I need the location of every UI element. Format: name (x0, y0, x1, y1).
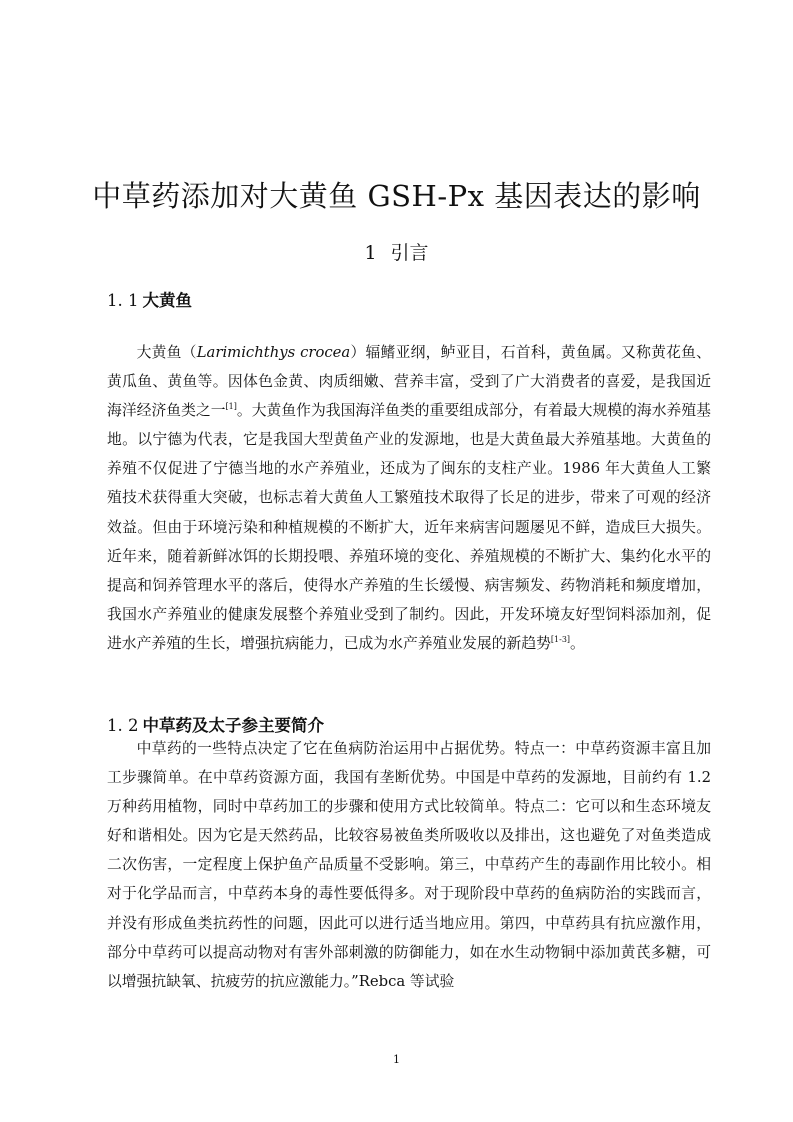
subsection-heading-1 (107, 289, 192, 313)
section-title: 引言 (390, 242, 429, 264)
paragraph-text: 。 (570, 634, 585, 652)
citation: [1] (225, 402, 237, 412)
section-heading (0, 240, 793, 266)
page-number: 1 (393, 1053, 400, 1066)
subsection-title: 大黄鱼 (142, 291, 192, 310)
subsection-title: 中草药及太子参主要简介 (142, 716, 324, 735)
latin-name: Larimichthys crocea (196, 344, 351, 361)
paragraph-text: 大黄鱼（ (136, 344, 197, 361)
paragraph-1 (107, 338, 711, 658)
document-title: 中草药添加对大黄鱼 GSH-Px 基因表达的影响 (92, 179, 701, 213)
subsection-number: 1. 1 (107, 291, 139, 310)
section-number: 1 (364, 242, 377, 264)
subsection-number: 1. 2 (107, 716, 139, 735)
paragraph-text: 。大黄鱼作为我国海洋鱼类的重要组成部分，有着最大规模的海水养殖基地。以宁德为代表，它是我国大型黄鱼产业的发源地，也是大黄鱼最大养殖基地。大黄鱼的养殖不仅促进了宁德当地的水产养殖业，还成为了闽东的支柱产业。1986 年大黄鱼人工繁殖技术获得重大突破，也标志着大黄鱼人工繁殖技术取得了长足的进步，带来了可观的经济效益。但由于环境污染和种植规模的不断扩大，近年来病害问题屡见不鲜，造成巨大损失。近年来，随着新鲜冰饵的长期投喂、养殖环境的变化、养殖规模的不断扩大、集约化水平的提高和饲养管理水平的落后，使得水产养殖的生长缓慢、病害频发、药物消耗和频度增加，我国水产养殖业的健康发展整个养殖业受到了制约。因此，开发环境友好型饲料添加剂，促进水产养殖的生长，增强抗病能力，已成为水产养殖业发展的新趋势 (107, 402, 711, 652)
citation: [1-3] (550, 634, 571, 644)
paragraph-text: ）辐鳍亚纲，鲈亚目，石首科，黄鱼属。又称黄花鱼、黄瓜鱼、黄鱼等。因体色金黄、肉质细嫩、营养丰富，受到了广大消费者的喜爱，是我国近海洋经济鱼类之一 (107, 344, 711, 420)
paragraph-2: 中草药的一些特点决定了它在鱼病防治运用中占据优势。特点一：中草药资源丰富且加工步骤简单。在中草药资源方面，我国有垄断优势。中国是中草药的发源地，目前约有 1.2 万种药用植物，同时中草药加工的步骤和使用方式比较简单。特点二：它可以和生态环境友好和谐相处。因为它是天然药品，比较容易被鱼类所吸收以及排出，这也避免了对鱼类造成二次伤害，一定程度上保护鱼产品质量不受影响。第三，中草药产生的毒副作用比较小。相对于化学品而言，中草药本身的毒性要低得多。对于现阶段中草药的鱼病防治的实践而言，并没有形成鱼类抗药性的问题，因此可以进行适当地应用。第四，中草药具有抗应激作用，部分中草药可以提高动物对有害外部刺激的防御能力，如在水生动物铜中添加黄芪多糖，可以增强抗缺氧、抗疲劳的抗应激能力。”Rebca 等试验 (107, 740, 711, 990)
